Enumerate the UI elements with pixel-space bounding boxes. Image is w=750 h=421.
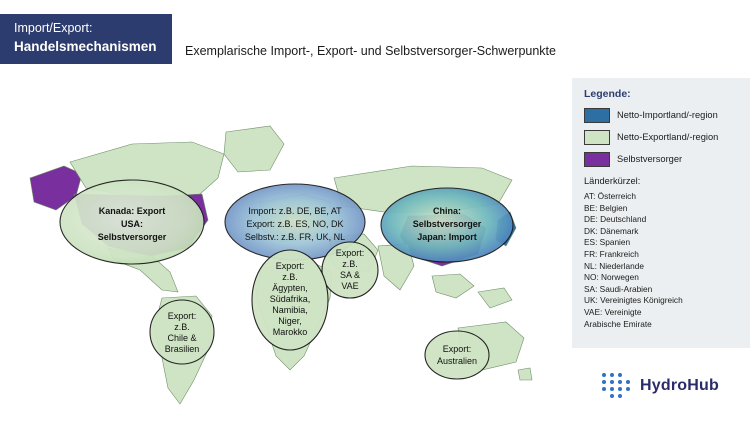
bubble-af-line2: z.B. (282, 272, 298, 282)
bubble-na-line1: Kanada: Export (98, 206, 166, 216)
legend-label-export: Netto-Exportland/-region (617, 132, 719, 142)
bubble-sa-line1: Export: (167, 311, 197, 321)
bubble-af-line7: Marokko (272, 327, 308, 337)
bubble-eu-line2: Export: z.B. ES, NO, DK (246, 219, 344, 229)
legend-abbr-at: AT: Österreich (584, 191, 636, 201)
bubble-na-line2: USA: (121, 219, 143, 229)
legend-abbr-es: ES: Spanien (584, 237, 631, 248)
legend-label-import: Netto-Importland/-region (617, 110, 718, 120)
legend-swatch-import (584, 108, 610, 123)
legend-abbr-de: DE: Deutschland (584, 214, 647, 225)
bubble-na-line3: Selbstversorger (97, 232, 167, 242)
world-map (12, 70, 572, 410)
legend-item-import (584, 108, 740, 123)
bubble-af-line4: Südafrika, (269, 294, 311, 304)
bubble-sa-line3: Chile & (167, 333, 197, 343)
legend-panel (572, 78, 750, 348)
legend-item-export (584, 130, 740, 145)
map-bubble-australia[interactable] (425, 331, 489, 379)
bubble-au-line2: Australien (436, 356, 478, 366)
header-title-line1: Import/Export: (14, 21, 93, 35)
header-subtitle: Exemplarische Import-, Export- und Selbstversorger-Schwerpunkte (185, 44, 556, 58)
bubble-eu-line3: Selbstv.: z.B. FR, UK, NL (244, 232, 346, 242)
legend-abbr-nl: NL: Niederlande (584, 260, 644, 271)
legend-swatch-selfsupply (584, 152, 610, 167)
legend-item-selfsupply (584, 152, 740, 167)
logo-wordmark: HydroHub (640, 377, 719, 394)
bubble-eu-line1: Import: z.B. DE, BE, AT (248, 206, 342, 216)
map-bubble-east-asia[interactable] (381, 188, 513, 262)
brand-logo (600, 368, 740, 404)
bubble-af-line6: Niger, (278, 316, 302, 326)
map-bubble-africa[interactable] (252, 250, 328, 350)
bubble-me-line2: z.B. (342, 259, 358, 269)
map-bubble-south-america[interactable] (150, 300, 214, 364)
legend-abbr-vae-2: Arabische Emirate (584, 318, 652, 329)
legend-abbr-no: NO: Norwegen (584, 272, 639, 283)
legend-swatch-export (584, 130, 610, 145)
legend-abbr-fr: FR: Frankreich (584, 248, 639, 259)
bubble-au-line1: Export: (442, 344, 472, 354)
legend-abbr-dk: DK: Dänemark (584, 225, 639, 236)
bubble-me-line4: VAE (341, 281, 359, 291)
legend-abbr-vae-1: VAE: Vereinigte (584, 306, 642, 317)
map-bubble-middle-east[interactable] (322, 242, 378, 298)
bubble-af-line3: Ägypten, (272, 283, 308, 293)
bubble-me-line1: Export: (335, 248, 365, 258)
legend-title: Legende: (584, 88, 631, 100)
bubble-as-line1: China: (433, 206, 461, 216)
legend-abbr-title: Länderkürzel: (584, 176, 641, 186)
bubble-as-line2: Selbstversorger (412, 219, 482, 229)
legend-abbr-sa: SA: Saudi-Arabien (584, 283, 653, 294)
logo-dots-icon (600, 371, 634, 401)
bubble-as-line3: Japan: Import (417, 232, 477, 242)
bubble-sa-line4: Brasilien (164, 344, 200, 354)
bubble-af-line1: Export: (275, 261, 305, 271)
legend-abbr-uk: UK: Vereinigtes Königreich (584, 295, 683, 306)
bubble-me-line3: SA & (339, 270, 361, 280)
map-bubble-north-america[interactable] (60, 180, 204, 264)
legend-abbr-be: BE: Belgien (584, 202, 628, 213)
header-title-block (0, 14, 172, 64)
bubble-sa-line2: z.B. (174, 322, 190, 332)
bubble-af-line5: Namibia, (272, 305, 308, 315)
header-title-line2: Handelsmechanismen (14, 39, 157, 54)
legend-label-selfsupply: Selbstversorger (617, 154, 683, 164)
